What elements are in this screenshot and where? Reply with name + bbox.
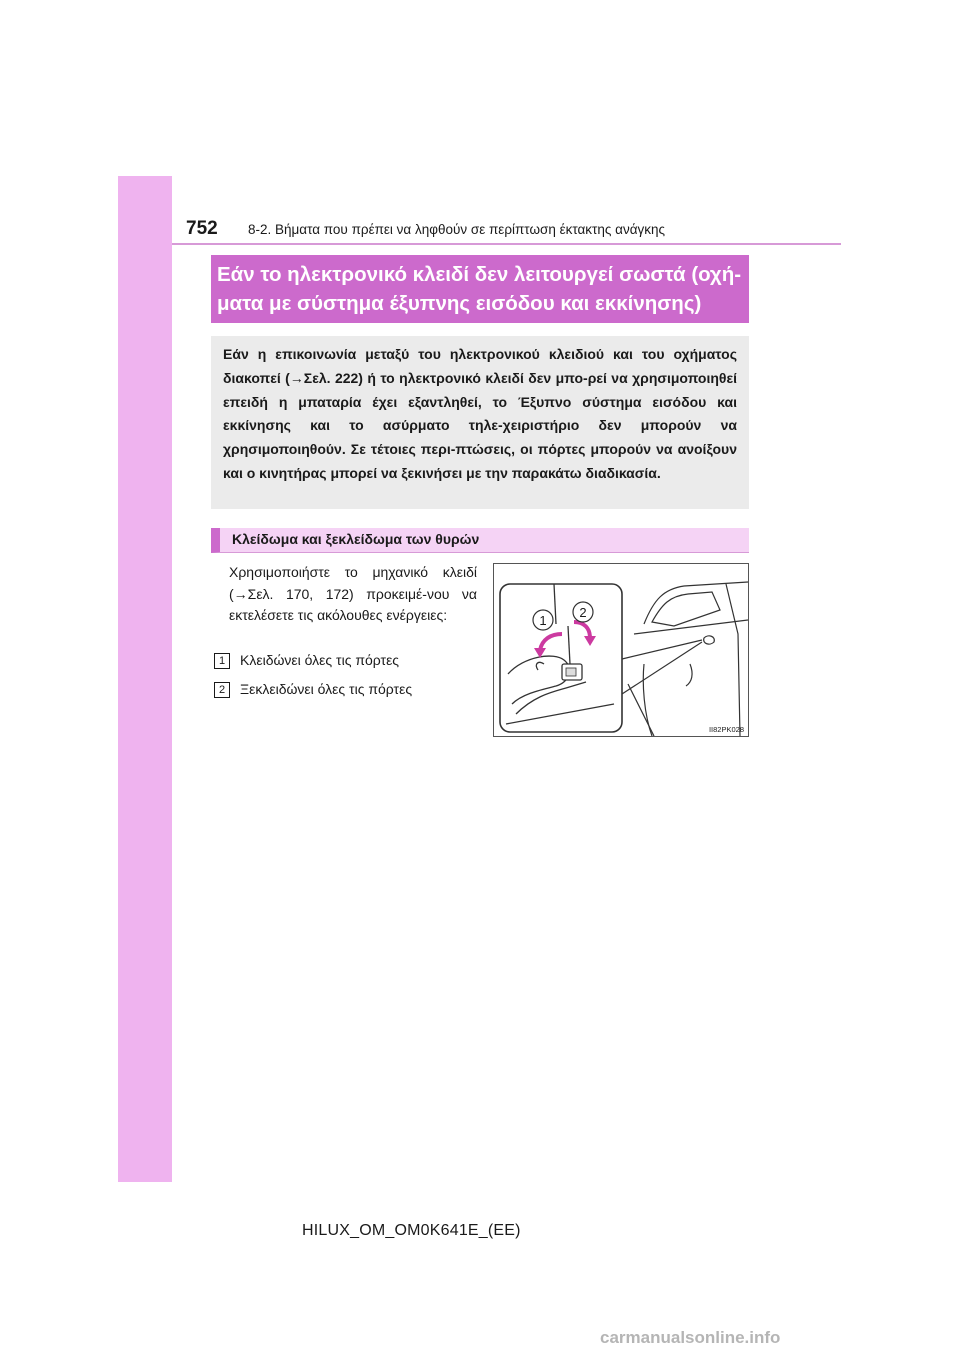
step-text: Ξεκλειδώνει όλες τις πόρτες: [240, 681, 413, 697]
door-key-illustration: [493, 563, 749, 737]
vehicle-door-outline: [628, 582, 748, 736]
running-header: 8-2. Βήματα που πρέπει να ληφθούν σε περίπτωση έκτακτης ανάγκης: [248, 222, 666, 237]
watermark: carmanualsonline.info: [600, 1328, 781, 1347]
intro-box: [211, 336, 749, 509]
page-number: 752: [186, 218, 218, 239]
door-handle-drawing: [494, 564, 748, 736]
header-divider: [172, 243, 841, 245]
figure-code: II82PK028: [708, 725, 744, 734]
instruction-text: Χρησιμοποιήστε το μηχανικό κλειδί (→Σελ. 170, 172) προκειμέ-νου να εκτελέσετε τις ακόλουθες ενέργειες:: [229, 564, 477, 623]
step-text: Κλειδώνει όλες τις πόρτες: [240, 652, 400, 668]
callout-label-1: 1: [539, 613, 547, 628]
chapter-side-tab: [118, 176, 172, 1182]
step-unlock: [214, 681, 412, 698]
step-number-badge: 2: [214, 682, 230, 698]
step-number-badge: 1: [214, 653, 230, 669]
section-title: Εάν το ηλεκτρονικό κλειδί δεν λειτουργεί σωστά (οχή-ματα με σύστημα έξυπνης εισόδου και εκκίνησης): [211, 255, 749, 323]
footer-document-code: HILUX_OM_OM0K641E_(EE): [302, 1222, 521, 1239]
intro-text: Εάν η επικοινωνία μεταξύ του ηλεκτρονικού κλειδιού και του οχήματος διακοπεί (→Σελ. 222) ή το ηλεκτρονικό κλειδί δεν μπο-ρεί να χρησιμοποιηθεί επειδή η μπαταρία έχει εξαντληθεί, το Έξυπνο σύστημα εισόδου και εκκίνησης και το ασύρματο τηλε-χειριστήριο δεν μπορούν να χρησιμοποιηθούν. Σε τέτοιες περι-πτώσεις, οι πόρτες μπορούν να ανοίξουν και ο κινητήρας μπορεί να ξεκινήσει με την παρακάτω διαδικασία.: [223, 346, 737, 481]
callout-label-2: 2: [579, 605, 587, 620]
subsection-heading: Κλείδωμα και ξεκλείδωμα των θυρών: [211, 528, 749, 553]
step-lock: [214, 652, 399, 669]
